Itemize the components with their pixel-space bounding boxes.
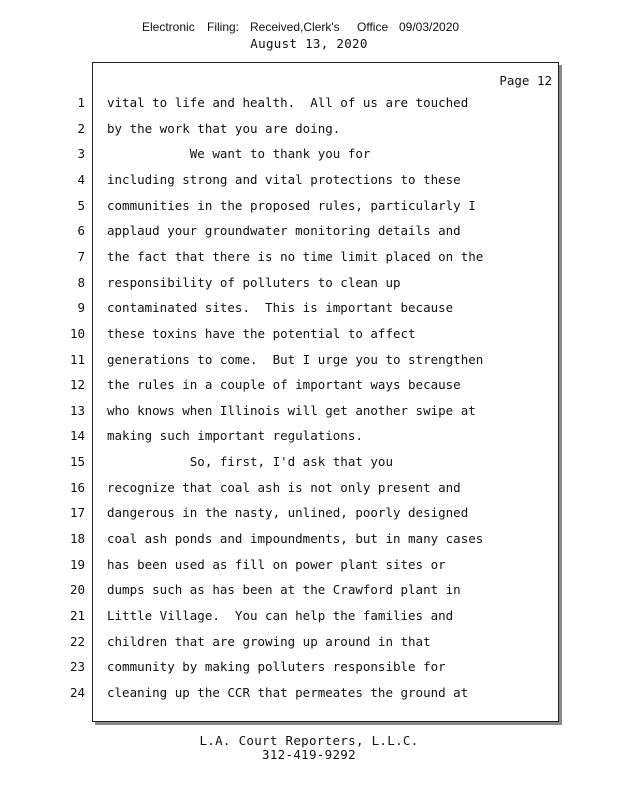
line-text: coal ash ponds and impoundments, but in many cases — [107, 531, 484, 547]
stamp-word-received: Received,Clerk's — [250, 20, 340, 34]
transcript-date: August 13, 2020 — [250, 36, 368, 51]
line-text: responsibility of polluters to clean up — [107, 274, 401, 290]
line-text: children that are growing up around in that — [107, 633, 431, 649]
line-text: these toxins have the potential to affect — [107, 325, 416, 341]
line-number: 14 — [69, 428, 85, 444]
line-number: 24 — [69, 684, 85, 700]
line-number: 4 — [77, 171, 85, 187]
line-number: 11 — [69, 351, 85, 367]
line-number: 22 — [69, 633, 85, 649]
page-number: Page 12 — [499, 73, 552, 88]
line-number: 15 — [69, 454, 85, 470]
stamp-word-office: Office — [357, 20, 389, 34]
line-text: vital to life and health. All of us are touched — [107, 95, 469, 110]
line-number: 6 — [77, 223, 85, 239]
stamp-date: 09/03/2020 — [399, 20, 460, 34]
line-number: 1 — [77, 95, 85, 110]
line-number: 9 — [77, 300, 85, 316]
line-text: communities in the proposed rules, particularly I — [107, 197, 476, 213]
line-number: 17 — [69, 505, 85, 521]
line-number: 13 — [69, 402, 85, 418]
line-text: the fact that there is no time limit placed on the — [107, 248, 484, 264]
footer-phone: 312-419-9292 — [262, 747, 356, 762]
line-number: 20 — [69, 582, 85, 598]
line-text: cleaning up the CCR that permeates the ground at — [107, 684, 469, 700]
line-text: applaud your groundwater monitoring details and — [107, 223, 461, 239]
line-number: 21 — [69, 608, 85, 623]
line-number: 2 — [77, 120, 85, 136]
line-text: by the work that you are doing. — [107, 120, 341, 136]
line-text: the rules in a couple of important ways because — [107, 377, 461, 393]
line-number: 23 — [69, 659, 85, 675]
line-text: making such important regulations. — [107, 428, 363, 444]
line-text: dumps such as has been at the Crawford plant in — [107, 582, 461, 598]
line-text: We want to thank you for — [107, 146, 371, 162]
line-text: contaminated sites. This is important because — [107, 300, 454, 316]
line-text: Little Village. You can help the families and — [107, 608, 454, 623]
line-number: 16 — [69, 479, 85, 495]
line-number: 8 — [77, 274, 85, 290]
line-number: 19 — [69, 556, 85, 572]
line-number: 3 — [77, 146, 85, 162]
line-number: 18 — [69, 531, 85, 547]
line-text: dangerous in the nasty, unlined, poorly designed — [107, 505, 469, 521]
line-text: who knows when Illinois will get another swipe at — [107, 402, 476, 418]
footer-company: L.A. Court Reporters, L.L.C. — [199, 733, 419, 748]
line-number: 7 — [77, 248, 85, 264]
line-text: So, first, I'd ask that you — [107, 454, 393, 470]
line-number: 10 — [69, 325, 85, 341]
line-text: including strong and vital protections to these — [107, 171, 461, 187]
line-text: has been used as fill on power plant sites or — [107, 556, 446, 572]
line-number: 12 — [69, 377, 85, 393]
stamp-word-electronic: Electronic — [142, 20, 195, 34]
line-text: community by making polluters responsible for — [107, 659, 446, 675]
line-text: recognize that coal ash is not only present and — [107, 479, 461, 495]
line-text: generations to come. But I urge you to strengthen — [107, 351, 484, 367]
line-number: 5 — [77, 197, 85, 213]
stamp-word-filing: Filing: — [207, 20, 240, 34]
